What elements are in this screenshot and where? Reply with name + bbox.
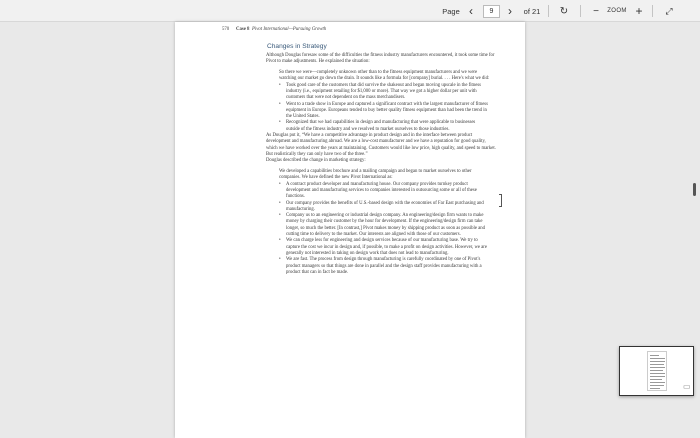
fit-to-window-icon: ⤢ [665, 5, 673, 16]
section-heading: Changes in Strategy [267, 43, 327, 50]
thumbnail-text-line [650, 364, 664, 365]
zoom-in-button[interactable] [632, 0, 646, 22]
thumbnail-text-line [650, 373, 665, 374]
viewer-toolbar [0, 0, 700, 22]
list-item: • A contract product developer and manufacturing house. Our company provides turnkey product development and manufacturing services to companies interested in outsourcing some or all of these functions. [279, 182, 490, 201]
zoom-label: ZOOM [607, 8, 627, 14]
thumbnail-text-line [650, 376, 665, 377]
list-item: • We can charge less for engineering and design services because of our manufacturing base. We try to capture the cost we incur in design and, if possible, to make a profit on design activities. However, we are generally not interested in taking on design work that does not lead to manufacturing. [279, 238, 490, 257]
previous-page-button[interactable] [465, 0, 477, 22]
next-page-button[interactable] [504, 0, 516, 22]
chevron-right-icon: › [508, 4, 512, 18]
rotate-icon: ↻ [559, 5, 569, 17]
minus-icon: − [593, 5, 599, 17]
thumbnail-text-line [650, 367, 665, 368]
thumbnail-text-line [650, 385, 664, 386]
list-item: • Took good care of the customers that did survive the shakeout and began moving upscale in the fitness industry (i.e., equipment retailing for $1,000 or more). That way we got a higher dollar per unit with customers that were not dependent on the mass merchandisers. [279, 83, 490, 102]
thumbnail-text-line [650, 358, 665, 359]
quote-text: We developed a capabilities brochure and a mailing campaign and began to market ourselves to other companies. We have defined the new Pivot International as: [279, 169, 472, 181]
block-quote [266, 169, 496, 276]
scrollbar-thumb[interactable] [693, 183, 696, 196]
toolbar-divider [580, 5, 581, 17]
block-quote [266, 70, 496, 133]
thumbnail-text-line [650, 388, 660, 389]
page-thumbnail-navigator[interactable] [619, 346, 694, 396]
page-number-input[interactable]: 9 [483, 5, 500, 18]
list-item: • Company us to an engineering or industrial design company. An engineering/design firm wants to make money by charging their customer by the hour for development. If the engineering/design firm can take longer, so much the better. [In contrast,] Pivot makes money by shipping product as soon as possible and cutting time to delivery to the market. Our interests are aligned with those of our customers. [279, 213, 490, 238]
list-item: • Our company provides the benefits of U.S.-based design with the economies of Far East purchasing and manufacturing. [279, 201, 490, 214]
page-number: 570 [222, 27, 230, 32]
document-body [266, 53, 496, 276]
zoom-out-button[interactable] [590, 0, 602, 22]
list-item: • We are fast. The process from design through manufacturing is carefully coordinated by one of Pivot's product managers so that things are done in parallel and the design staff provides manufacturing with a product that can in fact be made. [279, 257, 490, 276]
body-paragraph: As Douglas put it, “We have a competitive advantage in product design and in the interface between product development and manufacturing abroad. We are a low-cost manufacturer and we have a reputation for good quality, which we have worked over the years at maintaining. Customers would like low price, high quality, and speed to market. But realistically they can only have two of the three.” [266, 133, 496, 157]
list-item: • Recognized that we had capabilities in design and manufacturing that were applicable to businesses outside of the fitness industry and we resolved to market ourselves to those industries. [279, 120, 490, 133]
intro-paragraph: Although Douglas foresaw some of the difficulties the fitness industry manufacturers encountered, it took some time for Pivot to make adjustments. He explained the situation: [266, 53, 495, 65]
margin-annotation-mark [499, 194, 502, 207]
chevron-left-icon: ‹ [469, 4, 473, 18]
rotate-button[interactable] [556, 0, 572, 22]
thumbnail-toggle-icon[interactable]: ▭ [683, 382, 691, 391]
thumbnail-text-line [650, 361, 665, 362]
page-label: Page [442, 6, 460, 16]
thumbnail-text-line [650, 379, 662, 380]
total-pages-label: of 21 [523, 6, 541, 16]
list-item: • Went to a trade show in Europe and captured a significant contract with the largest manufacturer of fitness equipment in Europe. Europeans tended to buy better quality fitness equipment than had been the trend in the United States. [279, 102, 490, 121]
thumbnail-text-line [650, 355, 659, 356]
body-paragraph: Douglas described the change in marketing strategy: [266, 158, 366, 164]
bullet-list [279, 182, 490, 276]
document-page [175, 22, 525, 438]
thumbnail-text-line [650, 382, 665, 383]
toolbar-divider [548, 5, 549, 17]
quote-text: So there we were—completely unknown other than to the fitness equipment manufacturers and we were watching our market go down the drain. It sounds like a formula for [company] burial. . . . Here's what we did: [279, 70, 490, 82]
running-head [222, 27, 326, 32]
case-label: Case 8 [236, 27, 250, 32]
running-title: Pivot International—Pursuing Growth [252, 27, 327, 32]
toolbar-divider [652, 5, 653, 17]
bullet-list [279, 83, 490, 133]
thumbnail-text-line [650, 370, 663, 371]
fit-to-window-button[interactable] [662, 0, 676, 22]
thumbnail-page-preview [647, 351, 667, 391]
plus-icon: + [635, 4, 643, 18]
